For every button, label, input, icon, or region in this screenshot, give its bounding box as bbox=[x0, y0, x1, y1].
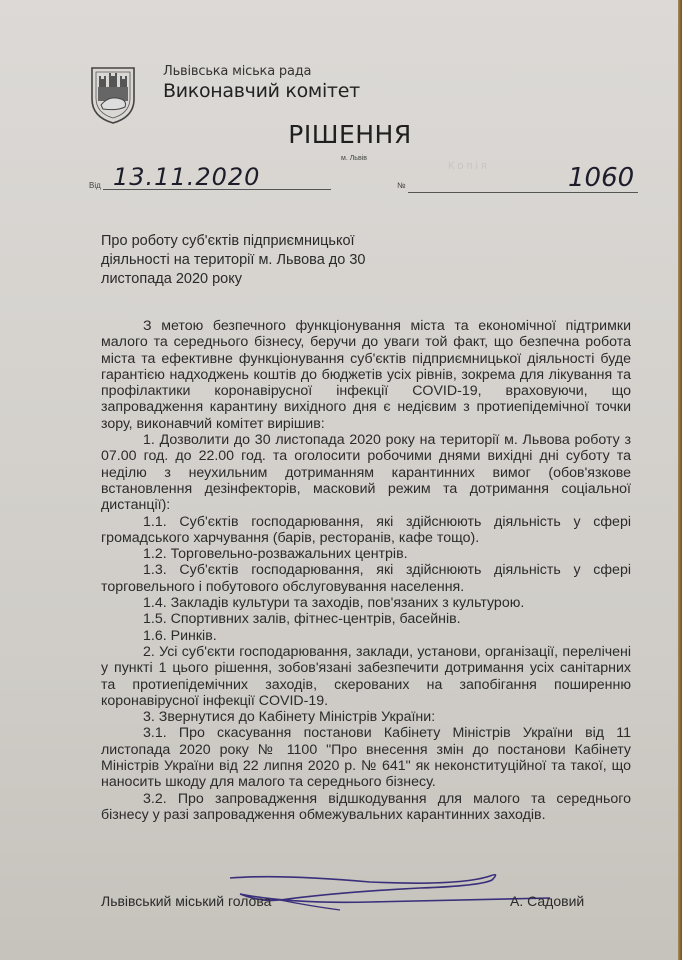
lviv-coat-of-arms-icon bbox=[89, 65, 137, 125]
paper-edge-background bbox=[678, 0, 682, 960]
item-1-3: 1.3. Суб'єктів господарювання, які здійснюють діяльність у сфері торговельного і побутового обслуговування населення. bbox=[101, 562, 631, 595]
item-1-1: 1.1. Суб'єктів господарювання, які здійснюють діяльність у сфері громадського харчування (барів, ресторанів, кафе тощо). bbox=[101, 513, 631, 546]
number-value: 1060 bbox=[568, 163, 635, 193]
signature-name: А. Садовий bbox=[510, 893, 585, 909]
item-3: 3. Звернутися до Кабінету Міністрів України: bbox=[143, 709, 436, 726]
item-1: 1. Дозволити до 30 листопада 2020 року на території м. Львова роботу з 07.00 год. до 22.00 год. та оголосити робочими днями вихідні дні суботу та неділю з неухильним дотриманням карантинних вимог (обов'язкове встановлення дезінфекторів, масковий режим та дотримання соціальної дистанції): bbox=[101, 432, 631, 514]
signature-role: Львівський міський голова bbox=[101, 893, 272, 909]
preamble: З метою безпечного функціонування міста та економічної підтримки малого та середнього бізнесу, беручи до уваги той факт, що безпечна робота міста та ефективне функціонування суб'єктів підприємницької діяльності буде гарантією надходжень коштів до бюджетів усіх рівнів, зокрема для лікування та профілактики коронавірусної інфекції COVID-19, враховуючи, що запровадження карантину вихідного дня є недієвим з протиепідемічної точки зору, виконавчий комітет вирішив: bbox=[101, 318, 631, 432]
faint-stamp: Копія bbox=[448, 160, 490, 172]
item-1-6: 1.6. Ринків. bbox=[143, 627, 217, 644]
item-1-4: 1.4. Закладів культури та заходів, пов'язаних з культурою. bbox=[143, 595, 525, 612]
date-value: 13.11.2020 bbox=[113, 163, 261, 191]
document-subject: Про роботу суб'єктів підприємницької діяльності на території м. Львова до 30 листопада 2020 року bbox=[101, 233, 366, 287]
org-committee: Виконавчий комітет bbox=[163, 80, 360, 102]
item-1-5: 1.5. Спортивних залів, фітнес-центрів, басейнів. bbox=[143, 611, 461, 628]
document-title: РІШЕННЯ bbox=[288, 120, 412, 149]
item-3-2: 3.2. Про запровадження відшкодування для малого та середнього бізнесу у разі запровадження обмежувальних карантинних заходів. bbox=[101, 790, 631, 823]
number-label: № bbox=[397, 181, 406, 190]
document-body bbox=[101, 318, 631, 823]
org-council: Львівська міська рада bbox=[163, 64, 312, 79]
document-city: м. Львів bbox=[341, 155, 367, 162]
item-3-1: 3.1. Про скасування постанови Кабінету Міністрів України від 11 листопада 2020 року № 1100 "Про внесення змін до постанови Кабінету Міністрів України від 22 липня 2020 р. № 641" як неконституційної та такої, що наносить шкоду для малого та середнього бізнесу. bbox=[101, 725, 631, 791]
date-label: Від bbox=[89, 181, 101, 190]
item-1-2: 1.2. Торговельно-розважальних центрів. bbox=[143, 546, 408, 563]
item-2: 2. Усі суб'єкти господарювання, заклади, установи, організації, перелічені у пункті 1 цього рішення, зобов'язані забезпечити дотримання усіх санітарних та протиепідемічних заходів, скерованих на запобігання поширенню коронавірусної інфекції COVID-19. bbox=[101, 643, 631, 709]
